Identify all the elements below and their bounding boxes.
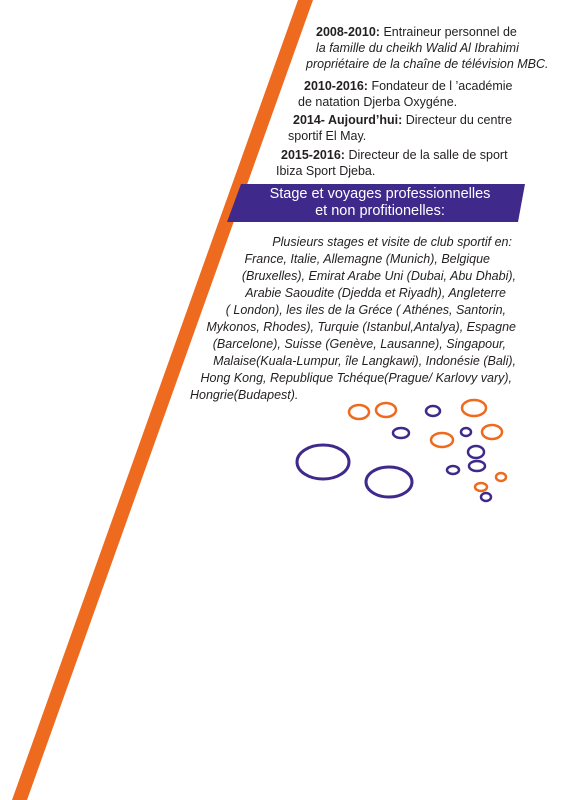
travel-line: Hong Kong, Republique Tchéque(Prague/ Karlovy vary), [200, 371, 512, 385]
entry-line: propriétaire de la chaîne de télévision MBC. [306, 57, 549, 71]
travel-line: Malaise(Kuala-Lumpur, île Langkawi), Indonésie (Bali), [213, 354, 516, 368]
entry-line: de natation Djerba Oxygéne. [298, 95, 458, 109]
entry-period: 2010-2016: [304, 79, 368, 93]
travel-line: ( London), les iles de la Gréce ( Athénes, Santorin, [225, 303, 506, 317]
entry-line: Fondateur de l ’académie [371, 79, 513, 93]
entry-period: 2008-2010: [316, 25, 380, 39]
travel-paragraph [190, 234, 516, 404]
travel-line: Hongrie(Budapest). [190, 388, 299, 402]
banner-line: et non profitionelles: [315, 203, 445, 219]
section-banner-title [240, 186, 520, 220]
travel-line: France, Italie, Allemagne (Munich), Belgique [244, 252, 490, 266]
entry-period: 2014- Aujourd’hui: [293, 113, 403, 127]
entry-line: Directeur du centre [405, 113, 513, 127]
entry-line: Ibiza Sport Djeba. [276, 164, 376, 178]
entry-line: Entraineur personnel de [383, 25, 517, 39]
travel-line: Arabie Saoudite (Djedda et Riyadh), Angleterre [245, 286, 506, 300]
travel-line: Mykonos, Rhodes), Turquie (Istanbul,Antalya), Espagne [206, 320, 516, 334]
banner-line: Stage et voyages professionnelles [269, 186, 491, 202]
entry-period: 2015-2016: [281, 148, 345, 162]
entry-line: sportif El May. [288, 129, 367, 143]
travel-line: (Barcelone), Suisse (Genève, Lausanne), Singapour, [212, 337, 506, 351]
travel-line: (Bruxelles), Emirat Arabe Uni (Dubai, Abu Dhabi), [241, 269, 516, 283]
travel-line: Plusieurs stages et visite de club sportif en: [272, 235, 512, 249]
entry-line: la famille du cheikh Walid Al Ibrahimi [316, 41, 519, 55]
entry-line: Directeur de la salle de sport [348, 148, 508, 162]
